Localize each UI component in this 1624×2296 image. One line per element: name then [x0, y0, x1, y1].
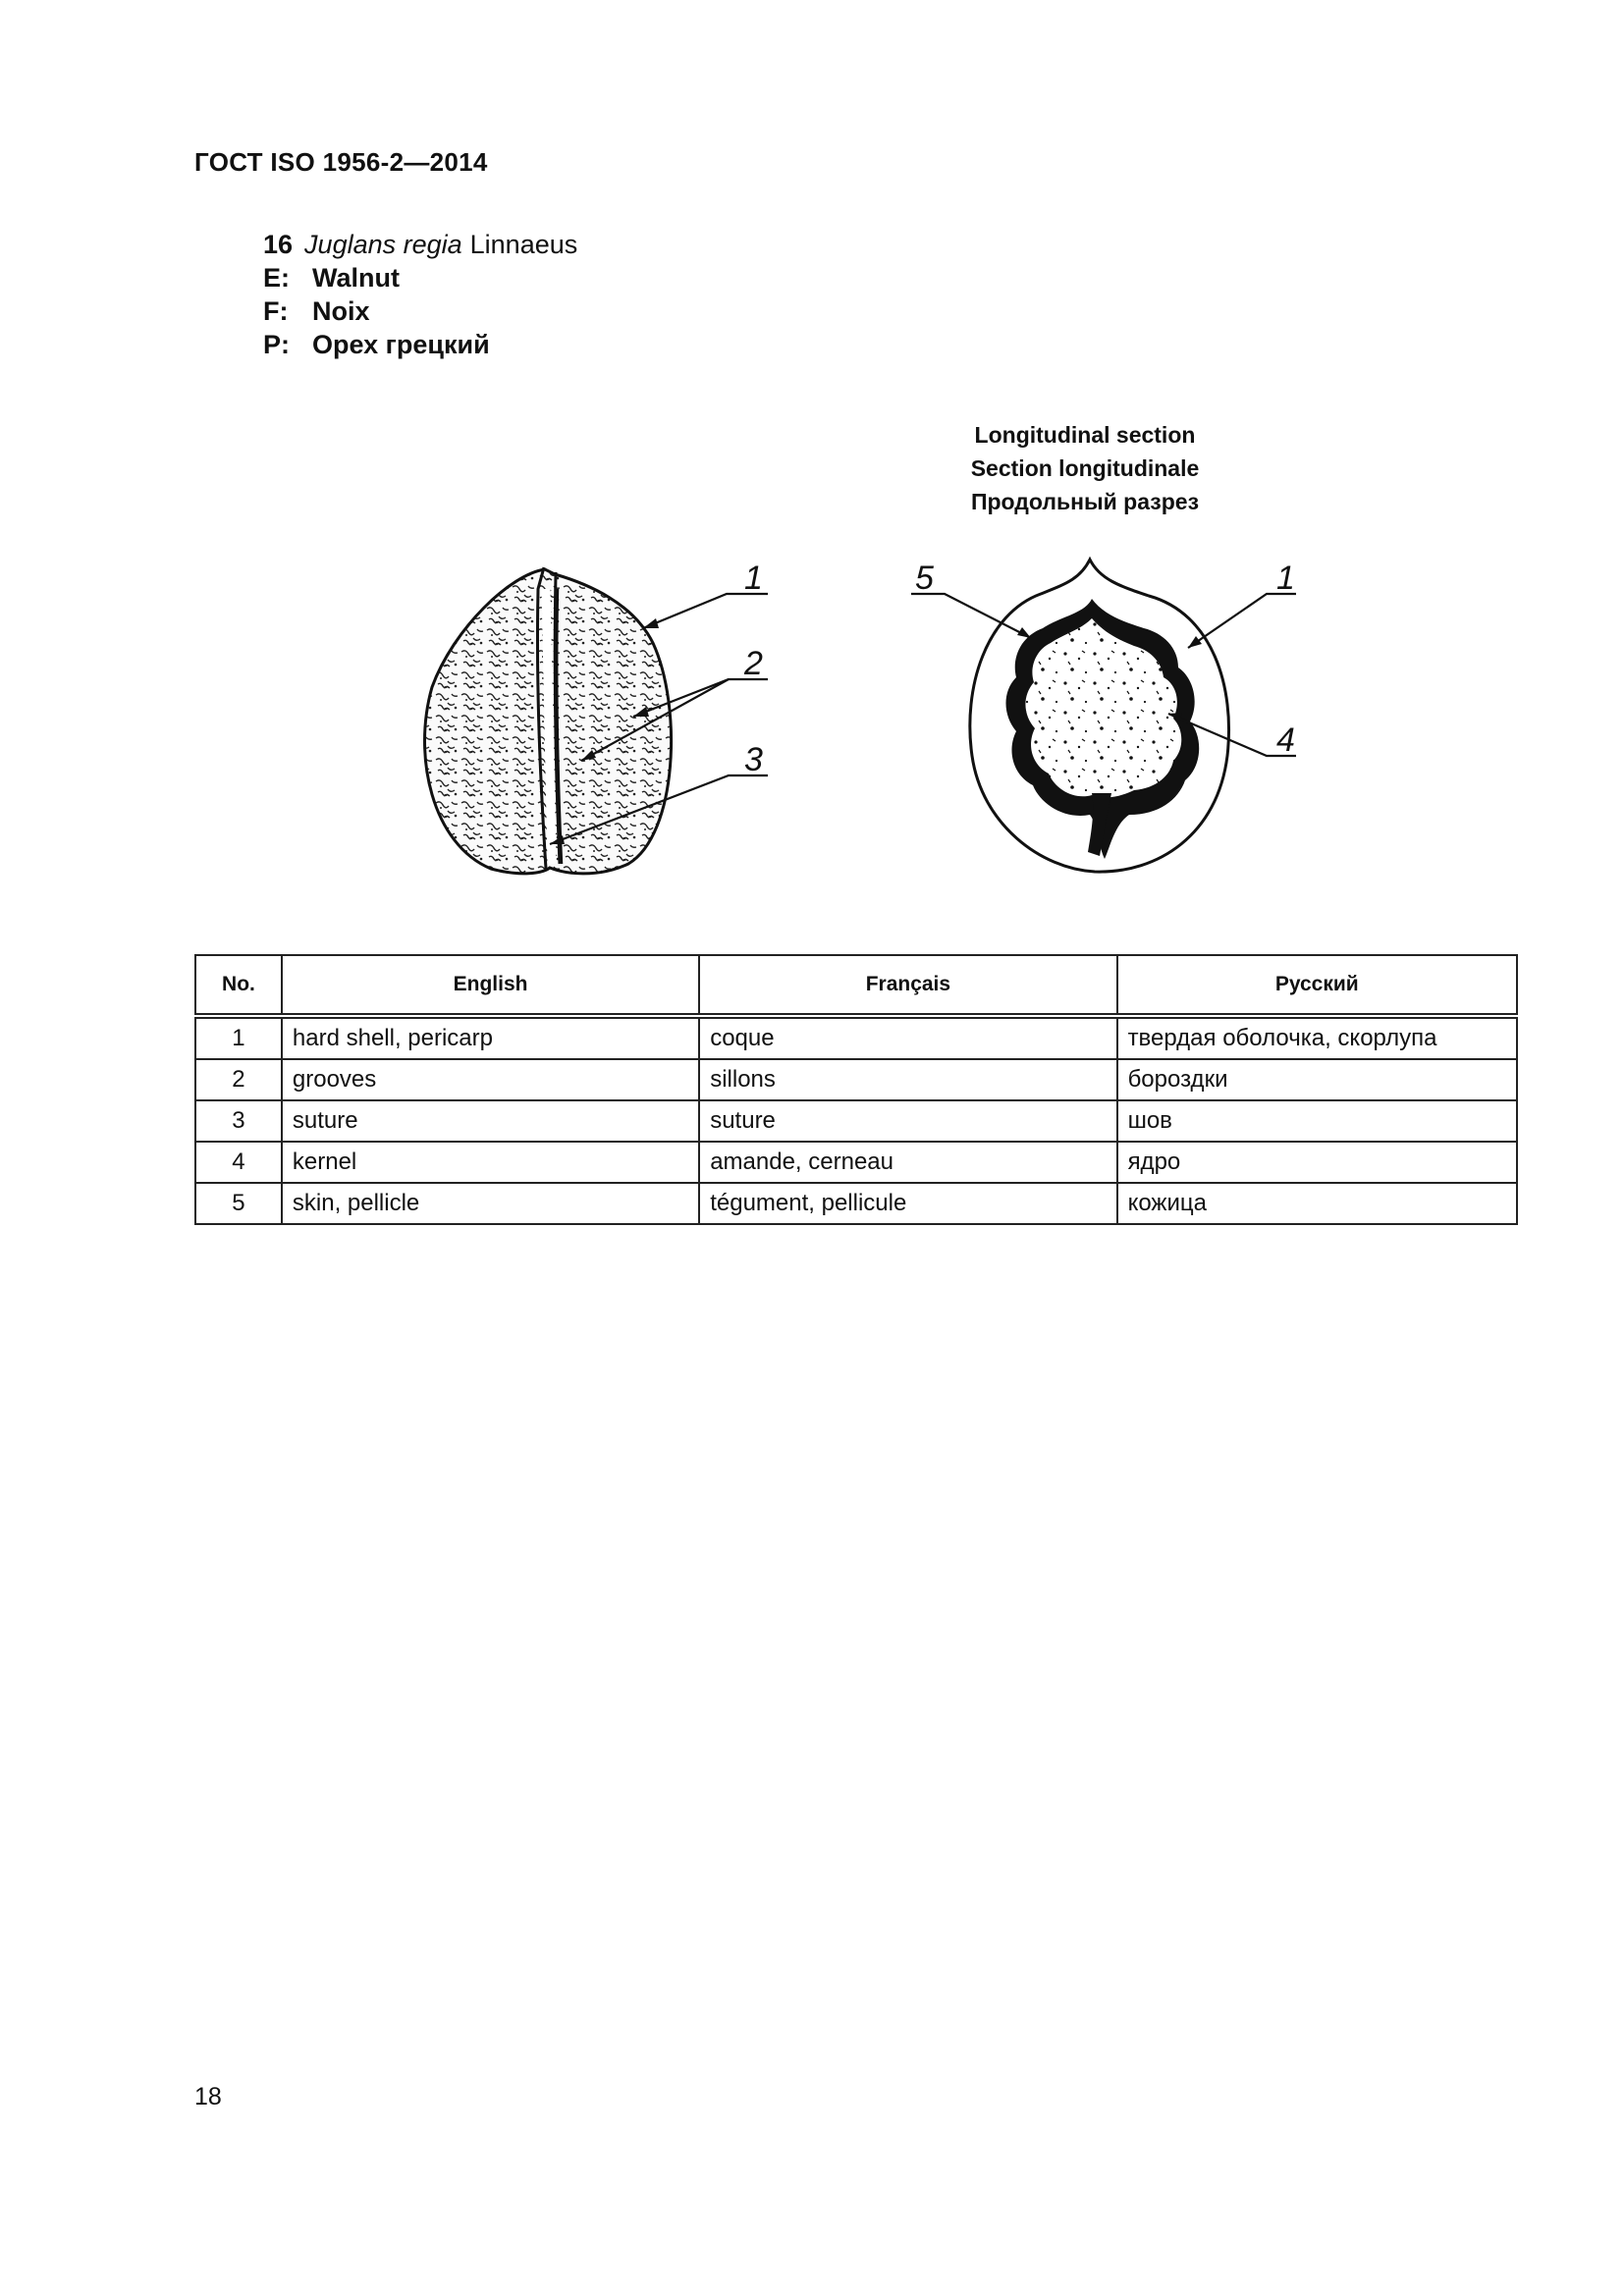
common-name: Орех грецкий: [312, 330, 490, 359]
entry-number: 16: [263, 230, 294, 259]
callout-5-right: 5: [915, 560, 934, 597]
table-header-row: [195, 955, 1517, 1016]
cell-english: skin, pellicle: [282, 1183, 699, 1224]
language-code: P:: [263, 330, 290, 359]
common-name: Noix: [312, 296, 370, 326]
cell-french: coque: [699, 1016, 1116, 1059]
column-header-russian: Русский: [1117, 955, 1517, 1016]
caption-english: Longitudinal section: [974, 422, 1196, 448]
table-row: [195, 1100, 1517, 1142]
column-header-english: English: [282, 955, 699, 1016]
table-row: [195, 1183, 1517, 1224]
language-code: F:: [263, 296, 289, 326]
cell-number: 3: [195, 1100, 282, 1142]
document-header: ГОСТ ISO 1956-2—2014: [194, 147, 488, 177]
cell-russian: кожица: [1117, 1183, 1517, 1224]
cell-russian: ядро: [1117, 1142, 1517, 1183]
cell-russian: шов: [1117, 1100, 1517, 1142]
cell-number: 1: [195, 1016, 282, 1059]
column-header-no: No.: [195, 955, 282, 1016]
latin-name: Juglans regia: [304, 230, 462, 259]
cell-russian: бороздки: [1117, 1059, 1517, 1100]
table-row: [195, 1142, 1517, 1183]
cell-french: sillons: [699, 1059, 1116, 1100]
cell-french: tégument, pellicule: [699, 1183, 1116, 1224]
page-number: 18: [194, 2083, 222, 2110]
cell-number: 5: [195, 1183, 282, 1224]
author-name: Linnaeus: [469, 230, 578, 259]
column-header-french: Français: [699, 955, 1116, 1016]
cell-french: suture: [699, 1100, 1116, 1142]
cell-english: hard shell, pericarp: [282, 1016, 699, 1059]
cell-number: 2: [195, 1059, 282, 1100]
caption-french: Section longitudinale: [970, 455, 1200, 481]
caption-russian: Продольный разрез: [970, 489, 1200, 514]
walnut-illustration: [0, 0, 1624, 942]
cell-english: kernel: [282, 1142, 699, 1183]
callout-2-left: 2: [744, 645, 763, 682]
cell-french: amande, cerneau: [699, 1142, 1116, 1183]
callout-4-right: 4: [1276, 721, 1295, 759]
cell-english: suture: [282, 1100, 699, 1142]
cell-number: 4: [195, 1142, 282, 1183]
common-name: Walnut: [312, 263, 400, 293]
section-walnut-drawing: [970, 560, 1229, 872]
cell-russian: твердая оболочка, скорлупа: [1117, 1016, 1517, 1059]
terms-table: [194, 954, 1518, 1225]
callout-1-left: 1: [744, 560, 763, 597]
callout-3-left: 3: [744, 741, 763, 778]
callout-1-right: 1: [1276, 560, 1295, 597]
table-row: [195, 1016, 1517, 1059]
whole-walnut-drawing: [425, 567, 672, 874]
language-code: E:: [263, 263, 290, 293]
table-row: [195, 1059, 1517, 1100]
cell-english: grooves: [282, 1059, 699, 1100]
